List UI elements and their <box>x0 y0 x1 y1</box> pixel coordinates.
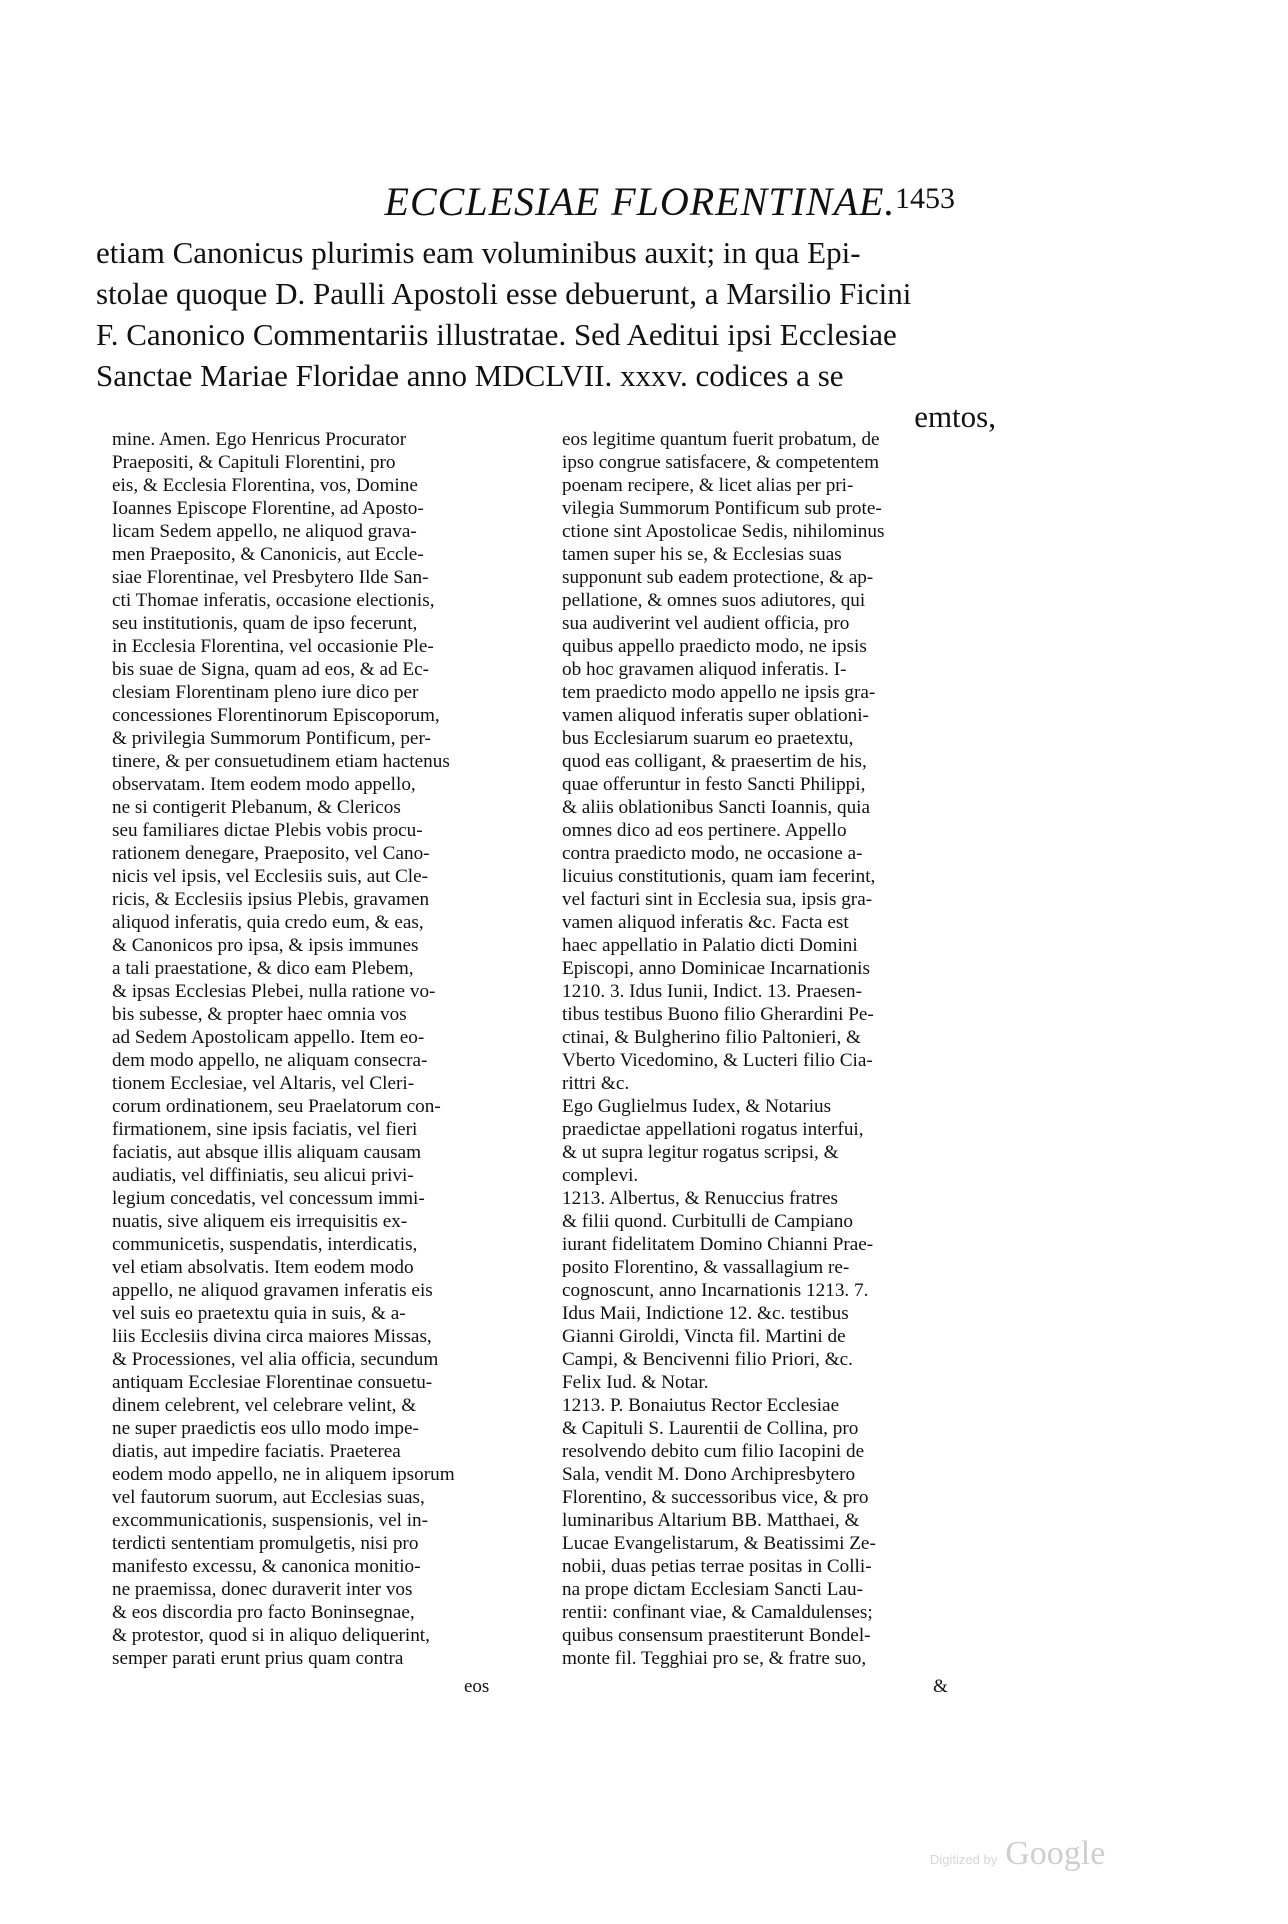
text-line: na prope dictam Ecclesiam Sancti Lau- <box>562 1579 864 1600</box>
text-line: legium concedatis, vel concessum immi- <box>112 1188 425 1209</box>
text-line: manifesto excessu, & canonica monitio- <box>112 1556 421 1577</box>
text-line: 1210. 3. Idus Iunii, Indict. 13. Praesen- <box>562 981 863 1002</box>
text-line: diatis, aut impedire faciatis. Praeterea <box>112 1441 401 1462</box>
text-line: tionem Ecclesiae, vel Altaris, vel Cleri- <box>112 1073 415 1094</box>
text-line: licam Sedem appello, ne aliquod grava- <box>112 521 417 542</box>
text-line: vel facturi sint in Ecclesia sua, ipsis gra- <box>562 889 873 910</box>
text-line: omnes dico ad eos pertinere. Appello <box>562 820 847 841</box>
text-line: ne super praedictis eos ullo modo impe- <box>112 1418 419 1439</box>
text-line: posito Florentino, & vassallagium re- <box>562 1257 850 1278</box>
text-line: monte fil. Tegghiai pro se, & fratre suo, <box>562 1648 867 1669</box>
catchword-right: & <box>933 1676 948 1697</box>
text-line: eis, & Ecclesia Florentina, vos, Domine <box>112 475 418 496</box>
text-line: men Praeposito, & Canonicis, aut Eccle- <box>112 544 424 565</box>
text-line: ipso congrue satisfacere, & competentem <box>562 452 880 473</box>
text-line: 1213. Albertus, & Renuccius fratres <box>562 1188 839 1209</box>
text-line: eodem modo appello, ne in aliquem ipsorum <box>112 1464 455 1485</box>
text-line: rationem denegare, Praeposito, vel Cano- <box>112 843 430 864</box>
text-line: concessiones Florentinorum Episcoporum, <box>112 705 440 726</box>
text-line: ctione sint Apostolicae Sedis, nihilominus <box>562 521 885 542</box>
text-line: nicis vel ipsis, vel Ecclesiis suis, aut Cle- <box>112 866 429 887</box>
left-column <box>112 428 544 1670</box>
text-line: cti Thomae inferatis, occasione electionis, <box>112 590 435 611</box>
page-number: 1453 <box>895 182 955 215</box>
text-line: 1213. P. Bonaiutus Rector Ecclesiae <box>562 1395 840 1416</box>
text-line: Idus Maii, Indictione 12. &c. testibus <box>562 1303 849 1324</box>
text-line: vilegia Summorum Pontificum sub prote- <box>562 498 882 519</box>
text-line: quibus appello praedicto modo, ne ipsis <box>562 636 867 657</box>
text-line: Sanctae Mariae Floridae anno MDCLVII. xxxv. codices a se <box>96 358 844 393</box>
text-line: Felix Iud. & Notar. <box>562 1372 709 1393</box>
text-line: Praepositi, & Capituli Florentini, pro <box>112 452 396 473</box>
text-line: & Capituli S. Laurentii de Collina, pro <box>562 1418 859 1439</box>
text-line: licuius constitutionis, quam iam fecerint, <box>562 866 876 887</box>
digitized-watermark <box>930 1835 1105 1873</box>
text-line: resolvendo debito cum filio Iacopini de <box>562 1441 865 1462</box>
text-line: semper parati erunt prius quam contra <box>112 1648 404 1669</box>
catchword-left: eos <box>464 1676 490 1697</box>
text-line: Campi, & Bencivenni filio Priori, &c. <box>562 1349 853 1370</box>
text-line: antiquam Ecclesiae Florentinae consuetu- <box>112 1372 433 1393</box>
text-line: & Processiones, vel alia officia, secundum <box>112 1349 439 1370</box>
text-line: & Canonicos pro ipsa, & ipsis immunes <box>112 935 419 956</box>
text-line: liis Ecclesiis divina circa maiores Missas, <box>112 1326 432 1347</box>
text-line: Vberto Vicedomino, & Lucteri filio Cia- <box>562 1050 873 1071</box>
text-line: complevi. <box>562 1165 639 1186</box>
text-line: etiam Canonicus plurimis eam voluminibus auxit; in qua Epi- <box>96 235 861 270</box>
text-line: Ioannes Episcope Florentine, ad Aposto- <box>112 498 424 519</box>
text-line: & filii quond. Curbitulli de Campiano <box>562 1211 853 1232</box>
right-column <box>562 428 994 1670</box>
text-line: ob hoc gravamen aliquod inferatis. I- <box>562 659 847 680</box>
text-line: dem modo appello, ne aliquam consecra- <box>112 1050 428 1071</box>
text-line: vamen aliquod inferatis &c. Facta est <box>562 912 849 933</box>
text-line: tinere, & per consuetudinem etiam hactenus <box>112 751 450 772</box>
text-line: Lucae Evangelistarum, & Beatissimi Ze- <box>562 1533 876 1554</box>
text-line: ne si contigerit Plebanum, & Clericos <box>112 797 401 818</box>
text-line: bus Ecclesiarum suarum eo praetextu, <box>562 728 854 749</box>
text-line: Sala, vendit M. Dono Archipresbytero <box>562 1464 856 1485</box>
text-line: terdicti sententiam promulgetis, nisi pro <box>112 1533 419 1554</box>
text-line: vamen aliquod inferatis super oblationi- <box>562 705 869 726</box>
text-line: excommunicationis, suspensionis, vel in- <box>112 1510 429 1531</box>
text-line: quae offeruntur in festo Sancti Philippi, <box>562 774 866 795</box>
text-line: quibus consensum praestiterunt Bondel- <box>562 1625 871 1646</box>
text-line: Ego Guglielmus Iudex, & Notarius <box>562 1096 832 1117</box>
text-line: nobii, duas petias terrae positas in Colli- <box>562 1556 872 1577</box>
text-line: clesiam Florentinam pleno iure dico per <box>112 682 419 703</box>
running-head: ECCLESIAE FLORENTINAE. <box>384 179 896 224</box>
text-line: corum ordinationem, seu Praelatorum con- <box>112 1096 441 1117</box>
text-line: communicetis, suspendatis, interdicatis, <box>112 1234 418 1255</box>
text-line: faciatis, aut absque illis aliquam causam <box>112 1142 422 1163</box>
text-line: firmationem, sine ipsis faciatis, vel fieri <box>112 1119 418 1140</box>
watermark-brand: Google <box>1005 1835 1106 1872</box>
text-line: & privilegia Summorum Pontificum, per- <box>112 728 431 749</box>
text-line: rittri &c. <box>562 1073 630 1094</box>
text-line: Episcopi, anno Dominicae Incarnationis <box>562 958 870 979</box>
watermark-small: Digitized by <box>930 1852 998 1867</box>
text-line: nuatis, sive aliquem eis irrequisitis ex- <box>112 1211 408 1232</box>
text-line: haec appellatio in Palatio dicti Domini <box>562 935 858 956</box>
text-line: siae Florentinae, vel Presbytero Ilde San- <box>112 567 429 588</box>
text-line: stolae quoque D. Paulli Apostoli esse debuerunt, a Marsilio Ficini <box>96 276 912 311</box>
text-line: iurant fidelitatem Domino Chianni Prae- <box>562 1234 874 1255</box>
text-line: supponunt sub eadem protectione, & ap- <box>562 567 874 588</box>
text-line: aliquod inferatis, quia credo eum, & eas, <box>112 912 424 933</box>
text-line: & aliis oblationibus Sancti Ioannis, quia <box>562 797 871 818</box>
text-line: observatam. Item eodem modo appello, <box>112 774 416 795</box>
text-line: vel etiam absolvatis. Item eodem modo <box>112 1257 414 1278</box>
text-line: tibus testibus Buono filio Gherardini Pe- <box>562 1004 874 1025</box>
text-line: ne praemissa, donec duraverit inter vos <box>112 1579 413 1600</box>
text-line: & eos discordia pro facto Boninsegnae, <box>112 1602 415 1623</box>
text-line: sua audiverint vel audient officia, pro <box>562 613 850 634</box>
text-line: & ut supra legitur rogatus scripsi, & <box>562 1142 839 1163</box>
text-line: vel suis eo praetextu quia in suis, & a- <box>112 1303 406 1324</box>
text-line: tamen super his se, & Ecclesias suas <box>562 544 842 565</box>
text-line: in Ecclesia Florentina, vel occasionie Ple- <box>112 636 434 657</box>
text-line: emtos, <box>914 399 996 434</box>
text-line: Gianni Giroldi, Vincta fil. Martini de <box>562 1326 846 1347</box>
text-line: ad Sedem Apostolicam appello. Item eo- <box>112 1027 425 1048</box>
text-line: mine. Amen. Ego Henricus Procurator <box>112 429 407 450</box>
text-line: bis suae de Signa, quam ad eos, & ad Ec- <box>112 659 430 680</box>
text-line: tem praedicto modo appello ne ipsis gra- <box>562 682 876 703</box>
text-line: appello, ne aliquod gravamen inferatis eis <box>112 1280 433 1301</box>
text-line: praedictae appellationi rogatus interfui, <box>562 1119 864 1140</box>
text-line: Florentino, & successoribus vice, & pro <box>562 1487 869 1508</box>
text-line: & protestor, quod si in aliquo deliquerint, <box>112 1625 430 1646</box>
text-line: quod eas colligant, & praesertim de his, <box>562 751 867 772</box>
text-line: bis subesse, & propter haec omnia vos <box>112 1004 407 1025</box>
text-line: pellatione, & omnes suos adiutores, qui <box>562 590 866 611</box>
text-line: vel fautorum suorum, aut Ecclesias suas, <box>112 1487 425 1508</box>
text-line: a tali praestatione, & dico eam Plebem, <box>112 958 414 979</box>
text-line: audiatis, vel diffiniatis, seu alicui privi- <box>112 1165 414 1186</box>
intro-paragraph <box>96 232 996 437</box>
text-line: & ipsas Ecclesias Plebei, nulla ratione vo- <box>112 981 436 1002</box>
text-line: F. Canonico Commentariis illustratae. Sed Aeditui ipsi Ecclesiae <box>96 317 897 352</box>
text-line: ctinai, & Bulgherino filio Paltonieri, & <box>562 1027 861 1048</box>
text-line: luminaribus Altarium BB. Matthaei, & <box>562 1510 860 1531</box>
text-line: seu institutionis, quam de ipso fecerunt, <box>112 613 418 634</box>
text-line: dinem celebrent, vel celebrare velint, & <box>112 1395 417 1416</box>
text-line: eos legitime quantum fuerit probatum, de <box>562 429 880 450</box>
text-line: contra praedicto modo, ne occasione a- <box>562 843 863 864</box>
text-line: poenam recipere, & licet alias per pri- <box>562 475 854 496</box>
text-line: cognoscunt, anno Incarnationis 1213. 7. <box>562 1280 869 1301</box>
text-line: seu familiares dictae Plebis vobis procu- <box>112 820 423 841</box>
text-line: ricis, & Ecclesiis ipsius Plebis, gravamen <box>112 889 430 910</box>
text-line: rentii: confinant viae, & Camaldulenses; <box>562 1602 873 1623</box>
